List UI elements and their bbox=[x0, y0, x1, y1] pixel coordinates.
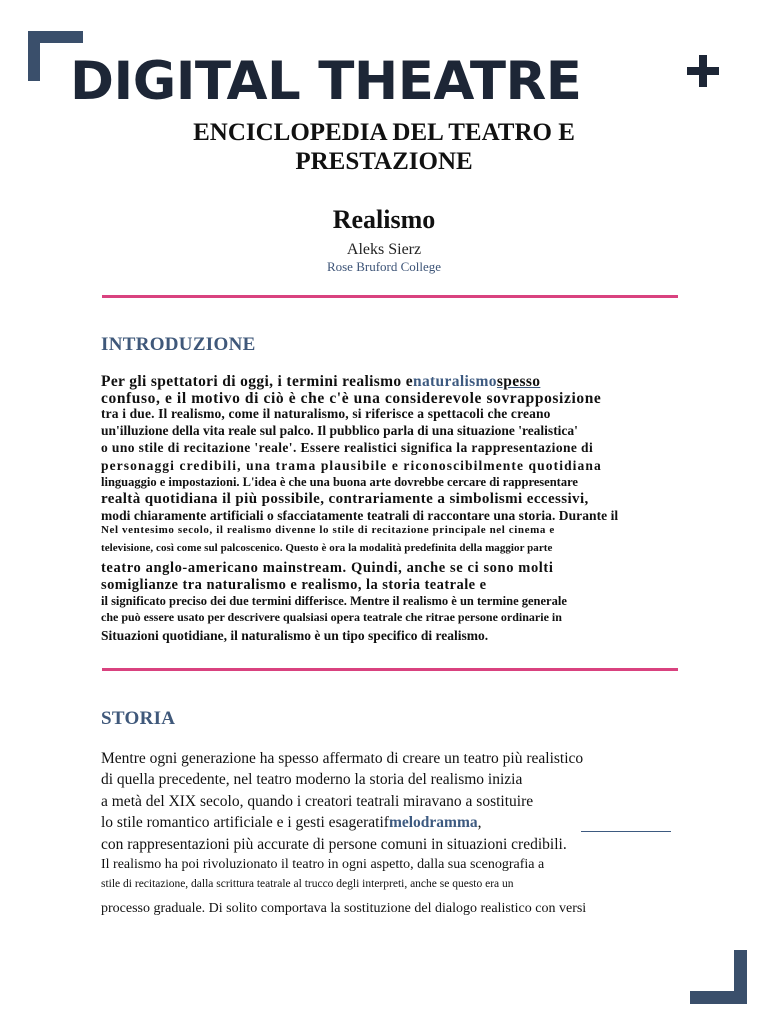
author-affiliation: Rose Bruford College bbox=[326, 259, 442, 274]
text-line: lo stile romantico artificiale e i gesti esageratifmelodramma, bbox=[101, 814, 482, 831]
digital-theatre-logo: DIGITAL THEATRE bbox=[70, 51, 582, 112]
divider bbox=[102, 295, 678, 298]
text-line: Situazioni quotidiane, il naturalismo è un tipo specifico di realismo. bbox=[101, 628, 489, 643]
text-line: Mentre ogni generazione ha spesso affermato di creare un teatro più realistico bbox=[101, 750, 584, 767]
text-line: linguaggio e impostazioni. L'idea è che una buona arte dovrebbe cercare di rappresentare bbox=[101, 475, 578, 489]
text-line: Per gli spettatori di oggi, i termini realismo enaturalismospesso bbox=[101, 373, 541, 390]
text-line: personaggi credibili, una trama plausibile e riconoscibilmente quotidiana bbox=[101, 458, 602, 473]
melodramma-link[interactable]: melodramma bbox=[388, 814, 478, 831]
article-title: Realismo bbox=[332, 205, 436, 234]
text-line: di quella precedente, nel teatro moderno la storia del realismo inizia bbox=[101, 771, 523, 788]
text-line: somiglianze tra naturalismo e realismo, la storia teatrale e bbox=[101, 577, 487, 593]
corner-bracket-bottom-right bbox=[690, 950, 747, 1004]
author-name: Aleks Sierz bbox=[346, 241, 422, 258]
plus-icon bbox=[687, 55, 719, 87]
text-line: processo graduale. Di solito comportava la sostituzione del dialogo realistico con versi bbox=[101, 901, 587, 916]
underline-mark bbox=[581, 831, 671, 832]
text-line: che può essere usato per descrivere qualsiasi opera teatrale che ritrae persone ordinarie in bbox=[101, 610, 562, 624]
text-line: a metà del XIX secolo, quando i creatori teatrali miravano a sostituire bbox=[101, 793, 534, 810]
text-line: con rappresentazioni più accurate di persone comuni in situazioni credibili. bbox=[101, 836, 567, 853]
publication-title: ENCICLOPEDIA DEL TEATRO E PRESTAZIONE bbox=[193, 119, 575, 175]
text-line: Nel ventesimo secolo, il realismo divenne lo stile di recitazione principale nel cinema e bbox=[101, 524, 555, 536]
naturalismo-link[interactable]: naturalismo bbox=[412, 373, 497, 390]
text-line: confuso, e il motivo di ciò è che c'è una considerevole sovrapposizione bbox=[101, 390, 602, 407]
text-line: modi chiaramente artificiali o sfacciatamente teatrali di raccontare una storia. Durante il bbox=[101, 508, 619, 523]
text-line: un'illuzione della vita reale sul palco. Il pubblico parla di una situazione 'realistica' bbox=[101, 423, 578, 438]
text-line: il significato preciso dei due termini differisce. Mentre il realismo è un termine generale bbox=[101, 594, 567, 608]
section-heading-storia: STORIA bbox=[101, 708, 176, 729]
text-line: Il realismo ha poi rivoluzionato il teatro in ogni aspetto, dalla sua scenografia a bbox=[101, 857, 545, 872]
text-line: realtà quotidiana il più possibile, contrariamente a simbolismi eccessivi, bbox=[101, 491, 589, 507]
divider bbox=[102, 668, 678, 671]
section-heading-introduzione: INTRODUZIONE bbox=[101, 334, 256, 355]
text-line: stile di recitazione, dalla scrittura teatrale al trucco degli interpreti, anche se questo era un bbox=[101, 878, 514, 890]
text-line: televisione, così come sul palcoscenico. Questo è ora la modalità predefinita della maggior parte bbox=[101, 542, 553, 554]
text-line: tra i due. Il realismo, come il naturalismo, si riferisce a spettacoli che creano bbox=[101, 406, 551, 421]
text-line: o uno stile di recitazione 'reale'. Essere realistici significa la rappresentazione di bbox=[101, 440, 594, 455]
text-line: teatro anglo-americano mainstream. Quindi, anche se ci sono molti bbox=[101, 560, 554, 576]
